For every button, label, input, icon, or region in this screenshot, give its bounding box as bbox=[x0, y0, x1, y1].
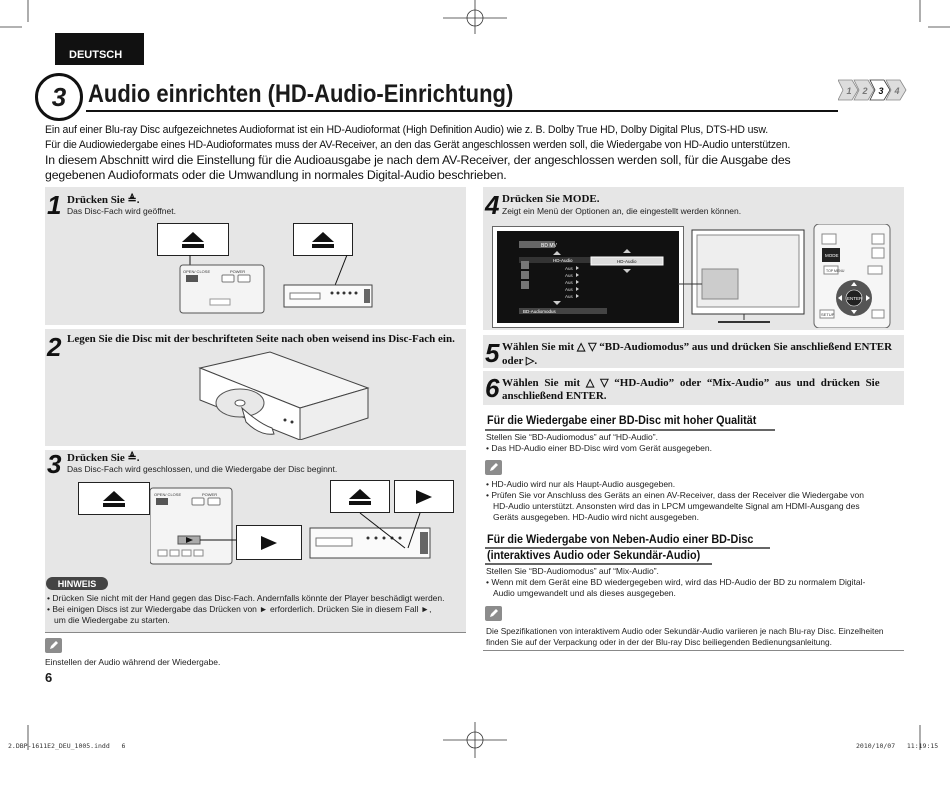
step-5-number: 5 bbox=[485, 338, 500, 368]
step-5-line-1: Wählen Sie mit △ ▽ “BD-Audiomodus” aus und drücken Sie anschließend ENTER bbox=[502, 341, 893, 353]
svg-text:Aus: Aus bbox=[565, 280, 573, 285]
left-divider bbox=[45, 632, 466, 633]
step-6-line-2: anschließend ENTER. bbox=[502, 390, 607, 402]
hinweis-item-3: um die Wiedergabe zu starten. bbox=[54, 615, 170, 625]
svg-text:HD-Audio: HD-Audio bbox=[553, 258, 573, 263]
svg-text:Aus: Aus bbox=[565, 287, 573, 292]
hinweis-list bbox=[47, 593, 467, 626]
step-1-desc: Das Disc-Fach wird geöffnet. bbox=[67, 206, 176, 216]
indicator-2: 2 bbox=[862, 86, 868, 96]
title-rule bbox=[86, 110, 838, 112]
step-4-title: Drücken Sie MODE. bbox=[502, 193, 600, 205]
indicator-4: 4 bbox=[894, 86, 900, 96]
right-divider bbox=[483, 650, 904, 651]
svg-text:Aus: Aus bbox=[565, 273, 573, 278]
svg-text:BD-Audiomodus: BD-Audiomodus bbox=[523, 309, 556, 314]
svg-text:MODE: MODE bbox=[825, 253, 839, 258]
page-number: 6 bbox=[45, 670, 53, 685]
chapter-step-indicator bbox=[838, 78, 908, 102]
section-mix-title-2: (interaktives Audio oder Sekundär-Audio) bbox=[487, 548, 701, 562]
section-mix-title-1: Für die Wiedergabe von Neben-Audio einer BD-Disc bbox=[487, 532, 754, 546]
eject-button-callout bbox=[157, 223, 229, 256]
hd-note-4: Geräts ausgegeben. HD-Audio wird nicht ausgegeben. bbox=[493, 512, 700, 522]
step-4-desc: Zeigt ein Menü der Optionen an, die eingestellt werden können. bbox=[502, 206, 742, 216]
intro-line-2: Für die Audiowiedergabe eines HD-Audioformates muss der AV-Receiver, an den das Gerät angeschlossen werden soll, die Wiedergabe von HD-Audio unterstützen. bbox=[45, 139, 791, 151]
step-6-number: 6 bbox=[485, 373, 500, 403]
section-mix-bullet-2: Audio umgewandelt und als dieses ausgegeben. bbox=[493, 588, 676, 598]
svg-text:HD-Audio: HD-Audio bbox=[617, 259, 637, 264]
remote-and-player-illustration bbox=[160, 255, 380, 315]
chapter-number: 3 bbox=[51, 81, 67, 112]
section-hd-underline bbox=[485, 429, 775, 431]
intro-text bbox=[45, 123, 910, 183]
footer-date-slug: 2010/10/07 11:19:15 bbox=[856, 742, 939, 750]
step-3-title: Drücken Sie ≜. bbox=[67, 452, 140, 464]
svg-text:SETUP: SETUP bbox=[821, 312, 835, 317]
svg-text:OPEN/ CLOSE: OPEN/ CLOSE bbox=[154, 492, 182, 497]
osd-menu-screen bbox=[497, 231, 679, 323]
step-6-line-1: Wählen Sie mit △ ▽ “HD-Audio” oder “Mix-Audio” aus und drücken Sie bbox=[502, 377, 880, 389]
step-1-number: 1 bbox=[47, 190, 62, 220]
step-3-desc: Das Disc-Fach wird geschlossen, und die Wiedergabe der Disc beginnt. bbox=[67, 464, 338, 474]
note-pencil-icon bbox=[45, 638, 62, 653]
tv-illustration bbox=[678, 226, 808, 328]
chapter-number-badge bbox=[35, 73, 83, 121]
svg-text:POWER: POWER bbox=[202, 492, 218, 497]
section-mix-underline-2 bbox=[485, 563, 712, 565]
hinweis-item-1: • Drücken Sie nicht mit der Hand gegen das Disc-Fach. Andernfalls könnte der Player beschädigt werden. bbox=[47, 593, 445, 603]
step-3-number: 3 bbox=[47, 449, 62, 479]
remote-player-illustration-2 bbox=[150, 486, 450, 566]
svg-text:BD MV: BD MV bbox=[541, 243, 557, 249]
step-1-title: Drücken Sie ≜. bbox=[67, 194, 140, 206]
hinweis-item-2: • Bei einigen Discs ist zur Wiedergabe das Drücken von ► erforderlich. Drücken Sie in diesem Fall ►, bbox=[47, 604, 432, 614]
section-mix-setting: Stellen Sie “BD-Audiomodus” auf “Mix-Audio”. bbox=[486, 566, 659, 576]
indicator-1: 1 bbox=[846, 86, 852, 96]
eject-button-callout-2 bbox=[293, 223, 353, 256]
page-title: Audio einrichten (HD-Audio-Einrichtung) bbox=[88, 80, 514, 108]
language-tab bbox=[55, 33, 144, 65]
disc-tray-illustration bbox=[190, 348, 370, 440]
remote-mode-enter-illustration bbox=[812, 224, 892, 328]
intro-line-1: Ein auf einer Blu-ray Disc aufgezeichnetes Audioformat ist ein HD-Audioformat (High Definition Audio) wie z. B. Dolby True HD, Dolby Digital Plus, DTS-HD usw. bbox=[45, 124, 769, 136]
note-pencil-icon-3 bbox=[485, 606, 502, 621]
svg-text:ENTER: ENTER bbox=[847, 296, 863, 301]
section-mix-bullet-1: • Wenn mit dem Gerät eine BD wiedergegeben wird, wird das HD-Audio der BD zu normalem Digital- bbox=[486, 577, 866, 587]
section-hd-title: Für die Wiedergabe einer BD-Disc mit hoher Qualität bbox=[487, 413, 757, 427]
section-hd-notes bbox=[486, 479, 904, 523]
footer-file-slug: 2.DBP-1611E2_DEU_1005.indd 6 bbox=[8, 742, 126, 750]
svg-text:POWER: POWER bbox=[230, 269, 246, 274]
intro-line-4: gegebenen Audioformats oder die Umwandlung in normales Digital-Audio beschrieben. bbox=[45, 168, 507, 182]
left-note-text: Einstellen der Audio während der Wiedergabe. bbox=[45, 657, 221, 667]
step-5-line-2: oder ▷. bbox=[502, 355, 538, 367]
svg-text:OPEN/ CLOSE: OPEN/ CLOSE bbox=[183, 269, 211, 274]
svg-text:TOP MENU: TOP MENU bbox=[826, 269, 845, 273]
step-2-number: 2 bbox=[47, 332, 62, 362]
section-mix-note-2: finden Sie auf der Verpackung oder in der der Blu-ray Disc beiliegenden Bedienungsanleitung. bbox=[486, 637, 832, 647]
svg-text:Aus: Aus bbox=[565, 294, 573, 299]
indicator-3: 3 bbox=[878, 86, 884, 96]
section-mix-note-1: Die Spezifikationen von interaktivem Audio oder Sekundär-Audio variieren je nach Blu-ray Disc. Einzelheiten bbox=[486, 626, 884, 636]
hinweis-badge: HINWEIS bbox=[46, 577, 108, 590]
language-label: DEUTSCH bbox=[69, 49, 123, 61]
eject-button-callout-3 bbox=[78, 482, 150, 515]
step-2-title: Legen Sie die Disc mit der beschrifteten Seite nach oben weisend ins Disc-Fach ein. bbox=[67, 333, 455, 345]
section-hd-setting: Stellen Sie “BD-Audiomodus” auf “HD-Audio”. bbox=[486, 432, 658, 442]
section-hd-bullet: • Das HD-Audio einer BD-Disc wird vom Gerät ausgegeben. bbox=[486, 443, 712, 453]
step-4-number: 4 bbox=[485, 190, 500, 220]
hd-note-1: • HD-Audio wird nur als Haupt-Audio ausgegeben. bbox=[486, 479, 676, 489]
svg-text:Aus: Aus bbox=[565, 266, 573, 271]
note-pencil-icon-2 bbox=[485, 460, 502, 475]
hd-note-2: • Prüfen Sie vor Anschluss des Geräts an einen AV-Receiver, dass der Receiver die Wiedergabe von bbox=[486, 490, 864, 500]
intro-line-3: In diesem Abschnitt wird die Einstellung für die Audioausgabe je nach dem AV-Receiver, der angeschlossen werden soll, für die Ausgabe des bbox=[45, 153, 791, 167]
hd-note-3: HD-Audio unterstützt. Ansonsten wird das in LPCM umgewandelte Signal am HDMI-Ausgang des bbox=[493, 501, 860, 511]
